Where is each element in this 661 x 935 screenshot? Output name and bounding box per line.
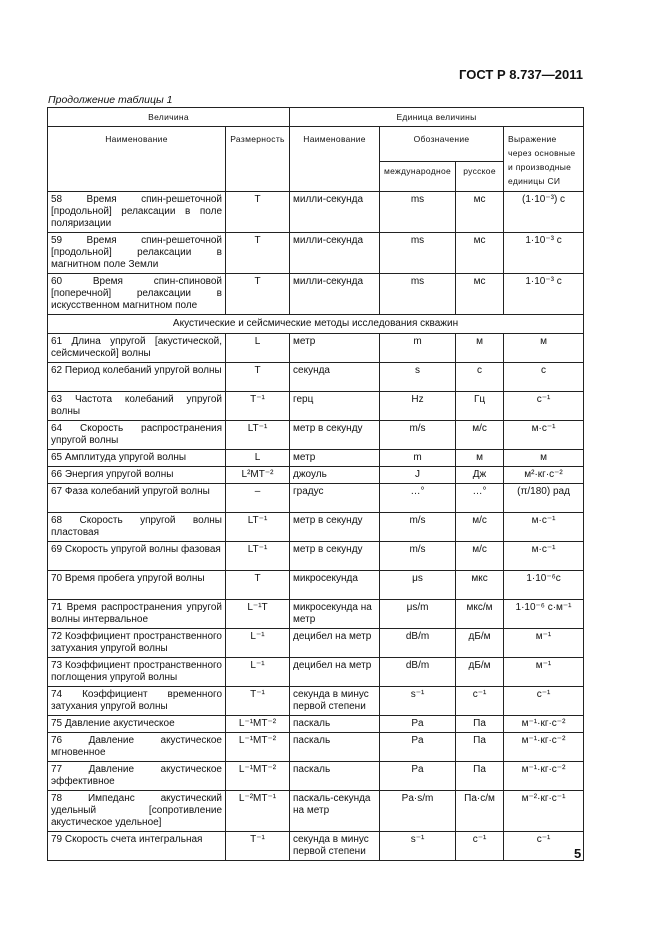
table-row: 69 Скорость упругой волны фазовая LT⁻¹ метр в секунду m/s м/с м·с⁻¹ xyxy=(48,542,584,571)
table-row: 65 Амплитуда упругой волны L метр m м м xyxy=(48,450,584,467)
table-row: 62 Период колебаний упругой волны T секунда s с с xyxy=(48,363,584,392)
table-continuation-caption: Продолжение таблицы 1 xyxy=(48,94,173,106)
header-unit-name: Наименование xyxy=(290,127,380,192)
table-row: 58 Время спин-решеточной [продольной] релаксации в поле поляризации T милли-секунда ms мс (1·10⁻³) с xyxy=(48,192,584,233)
table-row: 61 Длина упругой [акустической, сейсмической] волны L метр m м м xyxy=(48,334,584,363)
table-row: 75 Давление акустическое L⁻¹MT⁻² паскаль Pa Па м⁻¹·кг·с⁻² xyxy=(48,716,584,733)
table-row: 64 Скорость распространения упругой волны LT⁻¹ метр в секунду m/s м/с м·с⁻¹ xyxy=(48,421,584,450)
table-row: 76 Давление акустическое мгновенное L⁻¹MT⁻² паскаль Pa Па м⁻¹·кг·с⁻² xyxy=(48,733,584,762)
header-international: международное xyxy=(380,161,456,191)
table-row: 78 Импеданс акустический удельный [сопротивление акустическое удельное] L⁻²MT⁻¹ паскаль-секунда на метр Pa·s/m Па·с/м м⁻²·кг·с⁻¹ xyxy=(48,791,584,832)
table-row: 70 Время пробега упругой волны T микросекунда μs мкс 1·10⁻⁶с xyxy=(48,571,584,600)
standard-number: ГОСТ Р 8.737—2011 xyxy=(459,67,583,82)
table-row: 72 Коэффициент пространственного затухания упругой волны L⁻¹ децибел на метр dB/m дБ/м м⁻¹ xyxy=(48,629,584,658)
section-title: Акустические и сейсмические методы исследования скважин xyxy=(48,315,584,334)
header-expression: Выражение через основные и производные единицы СИ xyxy=(504,127,584,192)
header-quantity: Величина xyxy=(48,108,290,127)
header-russian: русское xyxy=(456,161,504,191)
table-row: 73 Коэффициент пространственного поглощения упругой волны L⁻¹ децибел на метр dB/m дБ/м м⁻¹ xyxy=(48,658,584,687)
header-name: Наименование xyxy=(48,127,226,192)
header-unit: Единица величины xyxy=(290,108,584,127)
header-dimension: Размерность xyxy=(226,127,290,192)
table-row: 74 Коэффициент временного затухания упругой волны T⁻¹ секунда в минус первой степени s⁻¹ с⁻¹ с⁻¹ xyxy=(48,687,584,716)
table-row: 79 Скорость счета интегральная T⁻¹ секунда в минус первой степени s⁻¹ с⁻¹ с⁻¹ xyxy=(48,832,584,861)
table-row: 77 Давление акустическое эффективное L⁻¹MT⁻² паскаль Pa Па м⁻¹·кг·с⁻² xyxy=(48,762,584,791)
section-row xyxy=(48,315,584,334)
table-row: 60 Время спин-спиновой [поперечной] релаксации в искусственном магнитном поле T милли-секунда ms мс 1·10⁻³ с xyxy=(48,274,584,315)
table-row: 71 Время распространения упругой волны интервальное L⁻¹T микросекунда на метр μs/m мкс/м 1·10⁻⁶ с·м⁻¹ xyxy=(48,600,584,629)
table-row: 59 Время спин-решеточной [продольной] релаксации в магнитном поле Земли T милли-секунда ms мс 1·10⁻³ с xyxy=(48,233,584,274)
quantities-table xyxy=(47,107,584,861)
table-row: 63 Частота колебаний упругой волны T⁻¹ герц Hz Гц с⁻¹ xyxy=(48,392,584,421)
page-number: 5 xyxy=(574,846,582,861)
header-designation: Обозначение xyxy=(380,127,504,162)
table-row: 66 Энергия упругой волны L²MT⁻² джоуль J Дж м²·кг·с⁻² xyxy=(48,467,584,484)
table-row: 68 Скорость упругой волны пластовая LT⁻¹ метр в секунду m/s м/с м·с⁻¹ xyxy=(48,513,584,542)
table-row: 67 Фаза колебаний упругой волны – градус …° …° (π/180) рад xyxy=(48,484,584,513)
